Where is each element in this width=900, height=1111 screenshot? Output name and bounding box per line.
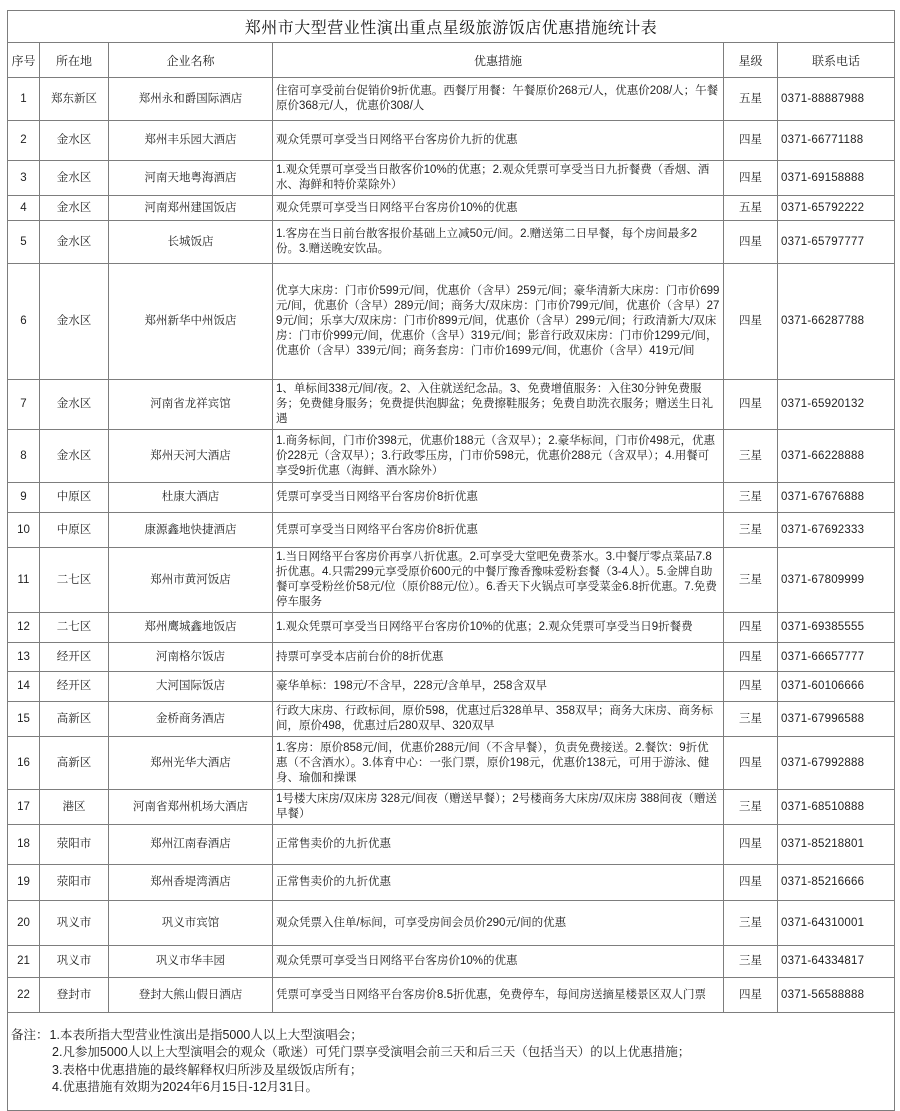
row-star-rating: 四星: [724, 380, 778, 430]
row-phone: 0371-66657777: [778, 643, 895, 672]
table-row: [8, 483, 895, 513]
row-hotel-name: 郑州江南春酒店: [109, 825, 273, 865]
column-header-index: 序号: [8, 43, 40, 78]
row-location: 经开区: [40, 672, 109, 702]
table-row: [8, 946, 895, 978]
row-hotel-name: 河南天地粤海酒店: [109, 161, 273, 196]
row-index: 7: [8, 380, 40, 430]
row-star-rating: 四星: [724, 978, 778, 1013]
table-row: [8, 643, 895, 672]
row-location: 高新区: [40, 702, 109, 737]
row-location: 郑东新区: [40, 78, 109, 121]
row-measures: 观众凭票可享受当日网络平台客房价10%的优惠: [273, 946, 724, 978]
row-phone: 0371-65797777: [778, 221, 895, 264]
row-location: 金水区: [40, 121, 109, 161]
row-location: 金水区: [40, 161, 109, 196]
title-row: [8, 11, 895, 43]
row-phone: 0371-69385555: [778, 613, 895, 643]
row-measures: 正常售卖价的九折优惠: [273, 865, 724, 901]
row-index: 13: [8, 643, 40, 672]
table-row: [8, 221, 895, 264]
row-hotel-name: 郑州天河大酒店: [109, 430, 273, 483]
row-index: 11: [8, 548, 40, 613]
row-index: 8: [8, 430, 40, 483]
row-star-rating: 四星: [724, 865, 778, 901]
notes-label: 备注：: [11, 1027, 49, 1042]
row-location: 经开区: [40, 643, 109, 672]
row-location: 二七区: [40, 613, 109, 643]
table-row: [8, 672, 895, 702]
row-hotel-name: 郑州丰乐园大酒店: [109, 121, 273, 161]
row-phone: 0371-67992888: [778, 737, 895, 790]
row-measures: 正常售卖价的九折优惠: [273, 825, 724, 865]
row-measures: 凭票可享受当日网络平台客房价8折优惠: [273, 483, 724, 513]
row-star-rating: 四星: [724, 121, 778, 161]
row-measures: 持票可享受本店前台价的8折优惠: [273, 643, 724, 672]
row-index: 16: [8, 737, 40, 790]
row-hotel-name: 大河国际饭店: [109, 672, 273, 702]
row-phone: 0371-67692333: [778, 513, 895, 548]
table-row: [8, 613, 895, 643]
row-index: 15: [8, 702, 40, 737]
row-location: 中原区: [40, 513, 109, 548]
note-item: 4.优惠措施有效期为2024年6月15日-12月31日。: [52, 1080, 319, 1094]
row-measures: 优享大床房：门市价599元/间，优惠价（含早）259元/间；豪华清新大床房：门市价699元/间，优惠价（含早）289元/间；商务大/双床房：门市价799元/间，优惠价（含早）279元/间；乐享大/双床房：门市价899元/间，优惠价（含早）299元/间；行政清新大/双床房：门市价999元/间，优惠价（含早）319元/间；影音行政双床房：门市价1299元/间，优惠价（含早）339元/间；商务套房：门市价1699元/间，优惠价（含早）419元/间: [273, 264, 724, 380]
row-measures: 1、单标间338元/间/夜。2、入住就送纪念品。3、免费增值服务：入住30分钟免费服务；免费健身服务；免费提供泡脚盆；免费擦鞋服务；免费自助洗衣服务；赠送生日礼遇: [273, 380, 724, 430]
row-index: 4: [8, 196, 40, 221]
row-hotel-name: 巩义市华丰园: [109, 946, 273, 978]
row-phone: 0371-67809999: [778, 548, 895, 613]
table-body: [8, 78, 895, 1013]
row-phone: 0371-85218801: [778, 825, 895, 865]
row-star-rating: 四星: [724, 613, 778, 643]
column-header-star-rating: 星级: [724, 43, 778, 78]
row-location: 金水区: [40, 221, 109, 264]
row-location: 金水区: [40, 264, 109, 380]
table-header-row: [8, 43, 895, 78]
row-location: 荥阳市: [40, 825, 109, 865]
row-star-rating: 四星: [724, 221, 778, 264]
row-hotel-name: 郑州新华中州饭店: [109, 264, 273, 380]
row-hotel-name: 郑州光华大酒店: [109, 737, 273, 790]
row-hotel-name: 河南省郑州机场大酒店: [109, 790, 273, 825]
row-index: 14: [8, 672, 40, 702]
row-star-rating: 三星: [724, 946, 778, 978]
row-measures: 1.当日网络平台客房价再享八折优惠。2.可享受大堂吧免费茶水。3.中餐厅零点菜品7.8折优惠。4.只需299元享受原价600元的中餐厅豫香豫味爱粉套餐（3-4人）。5.金牌自助餐可享受粉丝价58元/位（原价88元/位）。6.香天下火锅点可享受菜金6.8折优惠。7.免费停车服务: [273, 548, 724, 613]
table-row: [8, 865, 895, 901]
notes-cell: [8, 1013, 895, 1111]
note-item: 2.凡参加5000人以上大型演唱会的观众（歌迷）可凭门票享受演唱会前三天和后三天（包括当天）的以上优惠措施；: [52, 1045, 691, 1059]
row-phone: 0371-64310001: [778, 901, 895, 946]
row-phone: 0371-64334817: [778, 946, 895, 978]
row-hotel-name: 登封大熊山假日酒店: [109, 978, 273, 1013]
row-star-rating: 五星: [724, 196, 778, 221]
table-row: [8, 978, 895, 1013]
row-phone: 0371-66771188: [778, 121, 895, 161]
row-star-rating: 三星: [724, 513, 778, 548]
column-header-location: 所在地: [40, 43, 109, 78]
row-hotel-name: 河南郑州建国饭店: [109, 196, 273, 221]
row-location: 巩义市: [40, 946, 109, 978]
column-header-enterprise-name: 企业名称: [109, 43, 273, 78]
row-location: 金水区: [40, 380, 109, 430]
row-hotel-name: 郑州香堤湾酒店: [109, 865, 273, 901]
row-star-rating: 三星: [724, 430, 778, 483]
row-phone: 0371-66228888: [778, 430, 895, 483]
table-row: [8, 380, 895, 430]
table-row: [8, 196, 895, 221]
row-hotel-name: 康源鑫地快捷酒店: [109, 513, 273, 548]
table-row: [8, 702, 895, 737]
table-row: [8, 548, 895, 613]
row-location: 高新区: [40, 737, 109, 790]
row-star-rating: 三星: [724, 483, 778, 513]
row-location: 港区: [40, 790, 109, 825]
table-row: [8, 121, 895, 161]
row-location: 巩义市: [40, 901, 109, 946]
row-index: 18: [8, 825, 40, 865]
table-row: [8, 264, 895, 380]
row-star-rating: 三星: [724, 702, 778, 737]
row-measures: 1.观众凭票可享受当日网络平台客房价10%的优惠；2.观众凭票可享受当日9折餐费: [273, 613, 724, 643]
row-hotel-name: 金桥商务酒店: [109, 702, 273, 737]
row-location: 中原区: [40, 483, 109, 513]
row-index: 10: [8, 513, 40, 548]
column-header-phone: 联系电话: [778, 43, 895, 78]
row-hotel-name: 杜康大酒店: [109, 483, 273, 513]
page-title: 郑州市大型营业性演出重点星级旅游饭店优惠措施统计表: [8, 11, 895, 43]
row-star-rating: 三星: [724, 901, 778, 946]
row-measures: 1.客房在当日前台散客报价基础上立减50元/间。2.赠送第二日早餐，每个房间最多2份。3.赠送晚安饮品。: [273, 221, 724, 264]
row-star-rating: 三星: [724, 548, 778, 613]
row-phone: 0371-56588888: [778, 978, 895, 1013]
row-star-rating: 五星: [724, 78, 778, 121]
row-phone: 0371-67676888: [778, 483, 895, 513]
row-phone: 0371-67996588: [778, 702, 895, 737]
row-star-rating: 四星: [724, 264, 778, 380]
row-measures: 观众凭票入住单/标间，可享受房间会员价290元/间的优惠: [273, 901, 724, 946]
row-index: 6: [8, 264, 40, 380]
row-hotel-name: 河南省龙祥宾馆: [109, 380, 273, 430]
row-measures: 1.观众凭票可享受当日散客价10%的优惠；2.观众凭票可享受当日九折餐费（香烟、酒水、海鲜和特价菜除外）: [273, 161, 724, 196]
row-measures: 住宿可享受前台促销价9折优惠。西餐厅用餐：午餐原价268元/人，优惠价208/人；午餐原价368元/人，优惠价308/人: [273, 78, 724, 121]
row-hotel-name: 巩义市宾馆: [109, 901, 273, 946]
row-star-rating: 四星: [724, 825, 778, 865]
table-row: [8, 513, 895, 548]
row-index: 2: [8, 121, 40, 161]
row-phone: 0371-85216666: [778, 865, 895, 901]
row-index: 1: [8, 78, 40, 121]
row-measures: 凭票可享受当日网络平台客房价8折优惠: [273, 513, 724, 548]
note-item: [11, 1027, 891, 1045]
row-measures: 凭票可享受当日网络平台客房价8.5折优惠，免费停车，每间房送摘星楼景区双人门票: [273, 978, 724, 1013]
row-index: 5: [8, 221, 40, 264]
table-row: [8, 161, 895, 196]
row-index: 12: [8, 613, 40, 643]
note-item-text: 1.本表所指大型营业性演出是指5000人以上大型演唱会；: [49, 1027, 363, 1042]
table-row: [8, 825, 895, 865]
row-measures: 豪华单标：198元/不含早，228元/含单早，258含双早: [273, 672, 724, 702]
row-index: 22: [8, 978, 40, 1013]
row-hotel-name: 郑州鹰城鑫地饭店: [109, 613, 273, 643]
row-measures: 观众凭票可享受当日网络平台客房价九折的优惠: [273, 121, 724, 161]
row-measures: 1.客房：原价858元/间，优惠价288元/间（不含早餐），负责免费接送。2.餐饮：9折优惠（不含酒水）。3.体育中心：一张门票，原价198元，优惠价138元，可用于游泳、健身、瑜伽和操课: [273, 737, 724, 790]
row-star-rating: 四星: [724, 643, 778, 672]
row-star-rating: 四星: [724, 161, 778, 196]
row-phone: 0371-69158888: [778, 161, 895, 196]
row-hotel-name: 长城饭店: [109, 221, 273, 264]
table-row: [8, 78, 895, 121]
row-location: 荥阳市: [40, 865, 109, 901]
row-phone: 0371-65920132: [778, 380, 895, 430]
row-index: 9: [8, 483, 40, 513]
row-index: 20: [8, 901, 40, 946]
row-hotel-name: 郑州市黄河饭店: [109, 548, 273, 613]
notes-row: [8, 1013, 895, 1111]
row-phone: 0371-66287788: [778, 264, 895, 380]
row-location: 二七区: [40, 548, 109, 613]
row-location: 金水区: [40, 196, 109, 221]
row-index: 21: [8, 946, 40, 978]
table-row: [8, 901, 895, 946]
hotel-discount-table: [7, 10, 895, 1111]
row-phone: 0371-60106666: [778, 672, 895, 702]
row-phone: 0371-68510888: [778, 790, 895, 825]
row-measures: 行政大床房、行政标间，原价598，优惠过后328单早、358双早；商务大床房、商务标间，原价498，优惠过后280双早、320双早: [273, 702, 724, 737]
row-phone: 0371-65792222: [778, 196, 895, 221]
row-index: 19: [8, 865, 40, 901]
row-star-rating: 四星: [724, 737, 778, 790]
table-row: [8, 737, 895, 790]
column-header-discount-measures: 优惠措施: [273, 43, 724, 78]
table-row: [8, 790, 895, 825]
row-star-rating: 四星: [724, 672, 778, 702]
row-hotel-name: 郑州永和爵国际酒店: [109, 78, 273, 121]
row-location: 金水区: [40, 430, 109, 483]
row-measures: 1号楼大床房/双床房 328元/间夜（赠送早餐）；2号楼商务大床房/双床房 388间夜（赠送早餐）: [273, 790, 724, 825]
row-phone: 0371-88887988: [778, 78, 895, 121]
row-measures: 1.商务标间，门市价398元，优惠价188元（含双早）；2.豪华标间，门市价498元，优惠价228元（含双早）；3.行政零压房，门市价598元，优惠价288元（含双早）；4.用餐可享受9折优惠（海鲜、酒水除外）: [273, 430, 724, 483]
row-index: 3: [8, 161, 40, 196]
row-measures: 观众凭票可享受当日网络平台客房价10%的优惠: [273, 196, 724, 221]
table-row: [8, 430, 895, 483]
row-hotel-name: 河南格尔饭店: [109, 643, 273, 672]
row-location: 登封市: [40, 978, 109, 1013]
row-index: 17: [8, 790, 40, 825]
row-star-rating: 三星: [724, 790, 778, 825]
note-item: 3.表格中优惠措施的最终解释权归所涉及星级饭店所有；: [52, 1062, 363, 1077]
